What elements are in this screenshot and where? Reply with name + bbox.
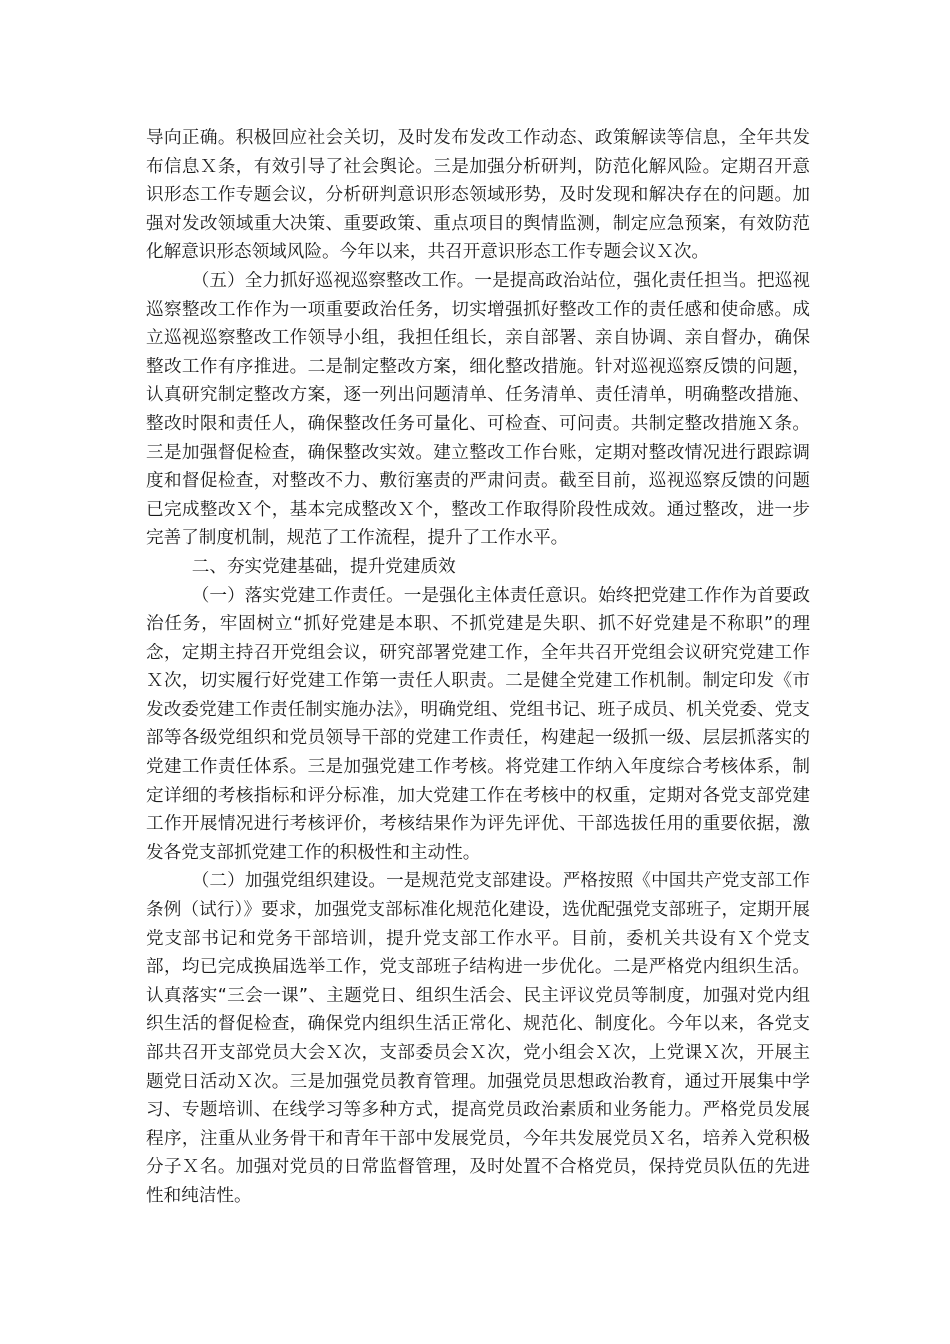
paragraph-party-organization-building: （二）加强党组织建设。一是规范党支部建设。严格按照《中国共产党支部工作条例（试行）》要求，加强党支部标准化规范化建设，选优配强党支部班子，定期开展党支部书记和党务干部培训，提升党支部工作水平。目前，委机关共设有Ｘ个党支部，均已完成换届选举工作，党支部班子结构进一步优化。二是严格党内组织生活。认真落实“三会一课”、主题党日、组织生活会、民主评议党员等制度，加强对党内组织生活的督促检查，确保党内组织生活正常化、规范化、制度化。今年以来，各党支部共召开支部党员大会Ｘ次，支部委员会Ｘ次，党小组会Ｘ次，上党课Ｘ次，开展主题党日活动Ｘ次。三是加强党员教育管理。加强党员思想政治教育，通过开展集中学习、专题培训、在线学习等多种方式，提高党员政治素质和业务能力。严格党员发展程序，注重从业务骨干和青年干部中发展党员，今年共发展党员Ｘ名，培养入党积极分子Ｘ名。加强对党员的日常监督管理，及时处置不合格党员，保持党员队伍的先进性和纯洁性。 bbox=[146, 871, 810, 1206]
section-heading-party-building: 二、夯实党建基础，提升党建质效 bbox=[191, 556, 456, 577]
document-body bbox=[146, 124, 810, 1211]
paragraph-ideology-continuation: 导向正确。积极回应社会关切，及时发布发改工作动态、政策解读等信息，全年共发布信息Ｘ条，有效引导了社会舆论。三是加强分析研判，防范化解风险。定期召开意识形态工作专题会议，分析研判意识形态领域形势，及时发现和解决存在的问题。加强对发改领域重大决策、重要政策、重点项目的舆情监测，制定应急预案，有效防范化解意识形态领域风险。今年以来，共召开意识形态工作专题会议Ｘ次。 bbox=[146, 128, 810, 263]
paragraph-inspection-rectification: （五）全力抓好巡视巡察整改工作。一是提高政治站位，强化责任担当。把巡视巡察整改工作作为一项重要政治任务，切实增强抓好整改工作的责任感和使命感。成立巡视巡察整改工作领导小组，我担任组长，亲自部署、亲自协调、亲自督办，确保整改工作有序推进。二是制定整改方案，细化整改措施。针对巡视巡察反馈的问题，认真研究制定整改方案，逐一列出问题清单、任务清单、责任清单，明确整改措施、整改时限和责任人，确保整改任务可量化、可检查、可问责。共制定整改措施Ｘ条。三是加强督促检查，确保整改实效。建立整改工作台账，定期对整改情况进行跟踪调度和督促检查，对整改不力、敷衍塞责的严肃问责。截至目前，巡视巡察反馈的问题已完成整改Ｘ个，基本完成整改Ｘ个，整改工作取得阶段性成效。通过整改，进一步完善了制度机制，规范了工作流程，提升了工作水平。 bbox=[146, 270, 810, 549]
paragraph-party-building-responsibility: （一）落实党建工作责任。一是强化主体责任意识。始终把党建工作作为首要政治任务，牢固树立“抓好党建是本职、不抓党建是失职、抓不好党建是不称职”的理念，定期主持召开党组会议，研究部署党建工作，全年共召开党组会议研究党建工作Ｘ次，切实履行好党建工作第一责任人职责。二是健全党建工作机制。制定印发《市发改委党建工作责任制实施办法》，明确党组、党组书记、班子成员、机关党委、党支部等各级党组织和党员领导干部的党建工作责任，构建起一级抓一级、层层抓落实的党建工作责任体系。三是加强党建工作考核。将党建工作纳入年度综合考核体系，制定详细的考核指标和评分标准，加大党建工作在考核中的权重，定期对各党支部党建工作开展情况进行考核评价，考核结果作为评先评优、干部选拔任用的重要依据，激发各党支部抓党建工作的积极性和主动性。 bbox=[146, 585, 810, 863]
